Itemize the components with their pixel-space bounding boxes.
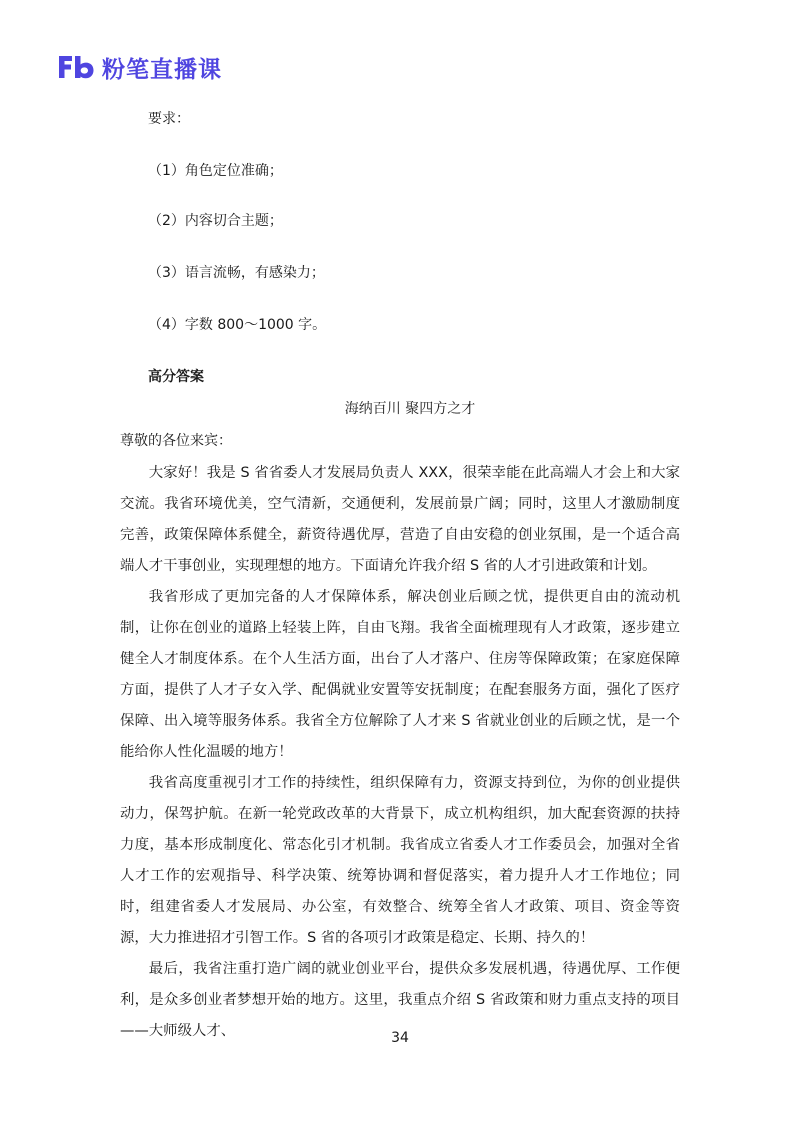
paragraph: 大家好！我是 S 省省委人才发展局负责人 XXX，很荣幸能在此高端人才会上和大家交流。我省环境优美，空气清新，交通便利，发展前景广阔；同时，这里人才激励制度完善，政策保障体系健全，薪资待遇优厚，营造了自由安稳的创业氛围，是一个适合高端人才干事创业，实现理想的地方。下面请允许我介绍 S 省的人才引进政策和计划。 xyxy=(120,465,680,574)
brand-logo xyxy=(56,52,222,82)
requirement-item-1: （1）角色定位准确； xyxy=(148,163,283,179)
essay-title: 海纳百川 聚四方之才 xyxy=(344,401,476,417)
essay-body xyxy=(120,458,680,1047)
paragraph: 我省形成了更加完备的人才保障体系，解决创业后顾之忧，提供更自由的流动机制，让你在创业的道路上轻装上阵，自由飞翔。我省全面梳理现有人才政策，逐步建立健全人才制度体系。在个人生活方面，出台了人才落户、住房等保障政策；在家庭保障方面，提供了人才子女入学、配偶就业安置等安抚制度；在配套服务方面，强化了医疗保障、出入境等服务体系。我省全方位解除了人才来 S 省就业创业的后顾之忧，是一个能给你人性化温暖的地方！ xyxy=(120,589,680,760)
requirement-item-2: （2）内容切合主题； xyxy=(148,213,283,229)
brand-name: 粉笔直播课 xyxy=(102,56,222,83)
answer-heading: 高分答案 xyxy=(148,369,204,385)
requirements-label: 要求： xyxy=(148,111,190,127)
page-number: 34 xyxy=(391,1030,409,1046)
salutation: 尊敬的各位来宾： xyxy=(120,433,232,449)
paragraph: 最后，我省注重打造广阔的就业创业平台，提供众多发展机遇，待遇优厚、工作便利，是众多创业者梦想开始的地方。这里，我重点介绍 S 省政策和财力重点支持的项目——大师级人才、 xyxy=(120,961,680,1039)
paragraph: 我省高度重视引才工作的持续性，组织保障有力，资源支持到位，为你的创业提供动力，保驾护航。在新一轮党政改革的大背景下，成立机构组织，加大配套资源的扶持力度，基本形成制度化、常态化引才机制。我省成立省委人才工作委员会，加强对全省人才工作的宏观指导、科学决策、统筹协调和督促落实，着力提升人才工作地位；同时，组建省委人才发展局、办公室，有效整合、统筹全省人才政策、项目、资金等资源，大力推进招才引智工作。S 省的各项引才政策是稳定、长期、持久的！ xyxy=(120,775,680,946)
requirement-item-3: （3）语言流畅，有感染力； xyxy=(148,265,325,281)
requirement-item-4: （4）字数 800～1000 字。 xyxy=(148,317,327,333)
fb-logo-icon xyxy=(56,53,96,81)
